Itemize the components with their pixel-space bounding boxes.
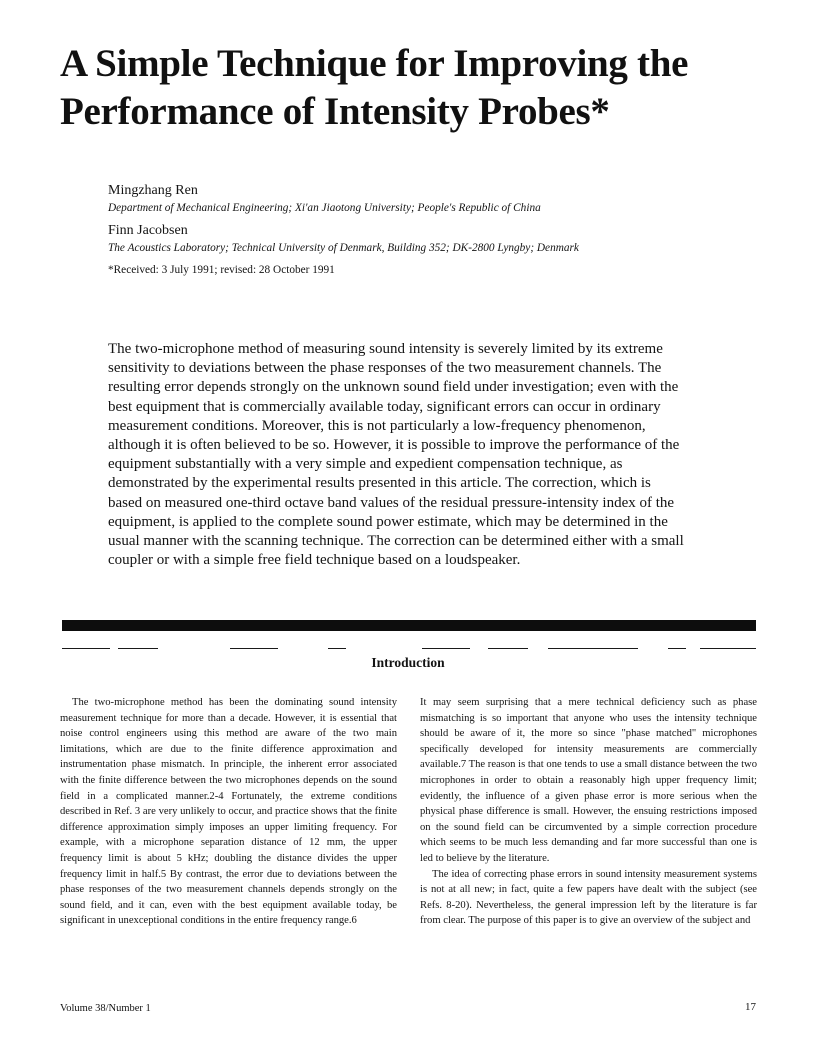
divider-segment <box>700 648 756 649</box>
body-paragraph: The two-microphone method has been the dominating sound intensity measurement technique for more than a decade. However, it is essential that noise control engineers using this method are aware of the two main limitations, which are due to the finite difference approximation and instrumentation phase mismatch. In principle, the inherent error associated with the finite difference between the two microphones depends on the sound field in a complicated manner.2-4 Fortunately, the extreme conditions described in Ref. 3 are very unlikely to occur, and practice shows that the finite difference approximation simply imposes an upper limiting frequency. For example, with a microphone separation distance of 12 mm, the upper frequency limit is about 5 kHz; doubling the distance divides the upper frequency limit in half.5 By contrast, the error due to deviations between the phase responses of the two measurement channels depends strongly on the sound field, and it can, even with the best equipment available today, be significant in unexceptional conditions in the entire frequency range.6 <box>60 697 397 927</box>
body-column-right <box>420 695 757 929</box>
paper-title: A Simple Technique for Improving the Performance of Intensity Probes* <box>60 42 689 133</box>
body-paragraph: The idea of correcting phase errors in sound intensity measurement systems is not at all new; in fact, quite a few papers have dealt with the subject (see Refs. 8-20). Nevertheless, the general impression left by the literature is far from clear. The purpose of this paper is to give an overview of the subject and <box>420 868 757 927</box>
section-divider <box>62 620 756 631</box>
divider-segment <box>668 648 686 649</box>
abstract: The two-microphone method of measuring sound intensity is severely limited by its extreme sensitivity to deviations between the phase responses of the two measurement channels. The resulting error depends strongly on the unknown sound field under investigation; even with the best equipment that is commercially available today, significant errors can occur in ordinary measurement conditions. Moreover, this is not particularly a low-frequency phenomenon, although it is often believed to be so. However, it is possible to improve the performance of the equipment substantially with a very simple and expedient compensation technique, as demonstrated by the experimental results presented in this article. The correction, which is based on measured one-third octave band values of the residual pressure-intensity index of the equipment, is applied to the complete sound power estimate, which may be determined in the usual manner with the scanning technique. The correction can be determined either with a small coupler or with a simple free field technique based on a loudspeaker. <box>108 341 684 569</box>
author-block <box>108 182 748 278</box>
divider-segment <box>548 648 638 649</box>
divider-segment <box>488 648 528 649</box>
body-paragraph: It may seem surprising that a mere technical deficiency such as phase mismatching is so important that anyone who uses the intensity technique should be aware of it, the more so since "phase matched" microphones specifically developed for intensity measurements are commercially available.7 The reason is that one tends to use a small distance between the two microphones in order to obtain a reasonably high upper frequency limit; evidently, the influence of a given phase error is more serious when the physical phase difference is small. However, the ensuing restrictions imposed on the sound field can be circumvented by a simple correction procedure which seems to be much less demanding and far more successful than one is led to believe by the literature. <box>420 697 757 864</box>
divider-segment <box>118 648 158 649</box>
author-affiliation: Department of Mechanical Engineering; Xi'an Jiaotong University; People's Republic of China <box>108 202 541 214</box>
divider-segment <box>230 648 278 649</box>
divider-segment <box>62 648 110 649</box>
volume-footer: Volume 38/Number 1 <box>60 1003 151 1014</box>
received-note: *Received: 3 July 1991; revised: 28 October 1991 <box>108 264 335 276</box>
page-number: 17 <box>745 1001 756 1013</box>
body-column-left <box>60 695 397 929</box>
divider-segment <box>328 648 346 649</box>
author-name: Finn Jacobsen <box>108 223 188 238</box>
section-heading: Introduction <box>371 655 445 670</box>
author-name: Mingzhang Ren <box>108 183 198 198</box>
divider-segment <box>422 648 470 649</box>
author-affiliation: The Acoustics Laboratory; Technical University of Denmark, Building 352; DK-2800 Lyngby; Denmark <box>108 242 579 254</box>
